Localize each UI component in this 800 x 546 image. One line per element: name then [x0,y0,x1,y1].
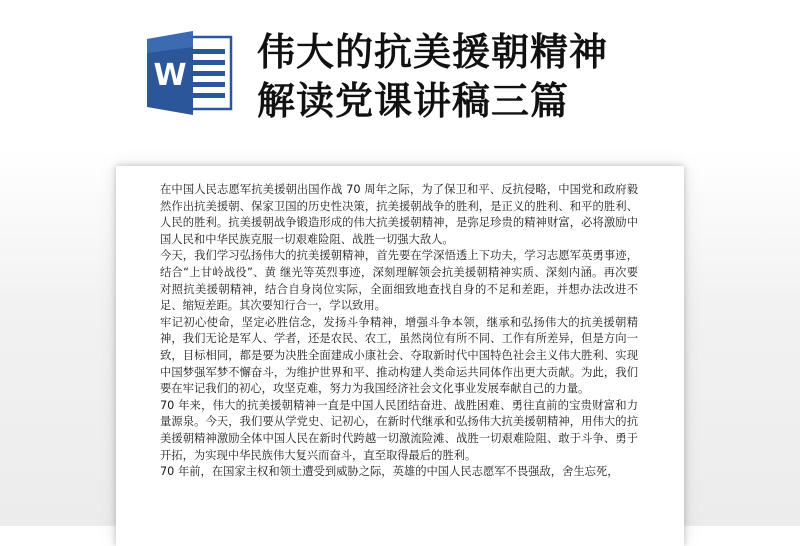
title-line-1: 伟大的抗美援朝精神 [257,30,609,74]
paragraph: 70 年来，伟大的抗美援朝精神一直是中国人民团结奋进、战胜困难、勇往直前的宝贵财富和力量源泉。今天，我们要从学党史、记初心，在新时代继承和弘扬伟大抗美援朝精神，用伟大的抗美援朝精神激励全体中国人民在新时代跨越一切激流险滩、战胜一切艰难险阻、敢于斗争、勇于开拓，为实现中华民族伟大复兴而奋斗，直至取得最后的胜利。 [160,398,638,462]
document-body [160,182,638,481]
svg-text:W: W [153,58,187,93]
title-line-2: 解读党课讲稿三篇 [257,79,570,123]
paragraph: 在中国人民志愿军抗美援朝出国作战 70 周年之际，为了保卫和平、反抗侵略，中国党和政府毅然作出抗美援朝、保家卫国的历史性决策，抗美援朝战争的胜利，是正义的胜利、和平的胜利、人民的胜利。抗美援朝战争锻造形成的伟大抗美援朝精神，是弥足珍贵的精神财富，必将激励中国人民和中华民族克服一切艰难险阻、战胜一切强大敌人。 [160,183,638,246]
page-title [257,28,777,126]
document-page [116,166,684,546]
paragraph: 70 年前，在国家主权和领土遭受到威胁之际，英雄的中国人民志愿军不畏强敌，舍生忘死， [160,465,619,479]
word-document-icon [143,27,235,119]
paragraph: 今天，我们学习弘扬伟大的抗美援朝精神，首先要在学深悟透上下功夫，学习志愿军英勇事迹，结合“上甘岭战役”、黄 继光等英烈事迹，深刻理解领会抗美援朝精神实质、深刻内涵。再次要对照抗美援朝精神，结合自身岗位实际，全面细致地查找自身的不足和差距，并想办法改进不足、缩短差距。其次要知行合一，学以致用。 [160,249,638,313]
page-header [0,0,800,150]
paragraph: 牢记初心使命，坚定必胜信念，发扬斗争精神，增强斗争本领，继承和弘扬伟大的抗美援朝精神，我们无论是军人、学者，还是农民、农工，虽然岗位有所不同、工作有所差异，但是方向一致，目标相同，都是要为决胜全面建成小康社会、夺取新时代中国特色社会主义伟大胜利、实现中国梦强军梦不懈奋斗，为维护世界和平、推动构建人类命运共同体作出更大贡献。为此，我们要在牢记我们的初心，攻坚克难，努力为我国经济社会文化事业发展奉献自己的力量。 [160,315,638,396]
